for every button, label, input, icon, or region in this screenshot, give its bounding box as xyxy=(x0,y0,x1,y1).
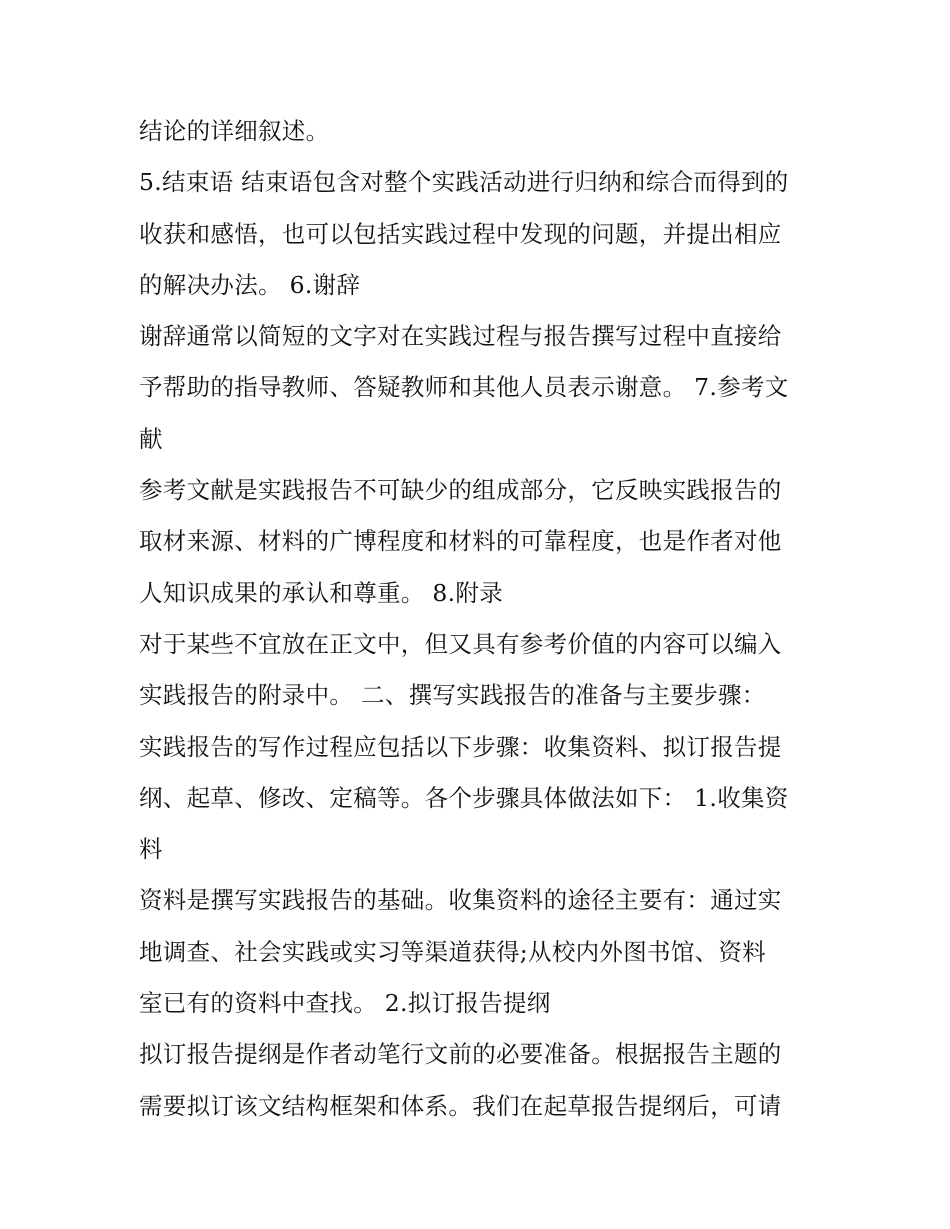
text-line: 资料是撰写实践报告的基础。收集资料的途径主要有：通过实 xyxy=(139,886,782,915)
text-line: 献 xyxy=(139,424,163,453)
document-body xyxy=(139,106,819,1132)
text-line: 参考文献是实践报告不可缺少的组成部分，它反映实践报告的 xyxy=(139,476,782,505)
text-line: 料 xyxy=(139,835,163,864)
text-line: 取材来源、材料的广博程度和材料的可靠程度，也是作者对他 xyxy=(139,527,782,556)
text-line: 5.结束语 结束语包含对整个实践活动进行归纳和综合而得到的 xyxy=(139,168,789,197)
text-line: 谢辞通常以简短的文字对在实践过程与报告撰写过程中直接给 xyxy=(139,322,782,351)
text-line: 予帮助的指导教师、答疑教师和其他人员表示谢意。 7.参考文 xyxy=(139,373,789,402)
text-line: 对于某些不宜放在正文中，但又具有参考价值的内容可以编入 xyxy=(139,629,782,658)
text-line: 结论的详细叙述。 xyxy=(139,117,330,145)
text-line: 纲、起草、修改、定稿等。各个步骤具体做法如下： 1.收集资 xyxy=(139,783,789,812)
text-line: 地调查、社会实践或实习等渠道获得;从校内外图书馆、资料 xyxy=(139,937,767,966)
text-line: 人知识成果的承认和尊重。 8.附录 xyxy=(139,578,503,607)
text-line: 室已有的资料中查找。 2.拟订报告提纲 xyxy=(139,989,551,1018)
text-line: 实践报告的附录中。 二、撰写实践报告的准备与主要步骤： xyxy=(139,681,766,710)
text-line: 实践报告的写作过程应包括以下步骤：收集资料、拟订报告提 xyxy=(139,732,782,761)
text-line: 收获和感悟，也可以包括实践过程中发现的问题，并提出相应 xyxy=(139,219,782,248)
text-line: 需要拟订该文结构框架和体系。我们在起草报告提纲后，可请 xyxy=(139,1091,782,1120)
text-line: 的解决办法。 6.谢辞 xyxy=(139,270,361,299)
text-line: 拟订报告提纲是作者动笔行文前的必要准备。根据报告主题的 xyxy=(139,1040,782,1069)
